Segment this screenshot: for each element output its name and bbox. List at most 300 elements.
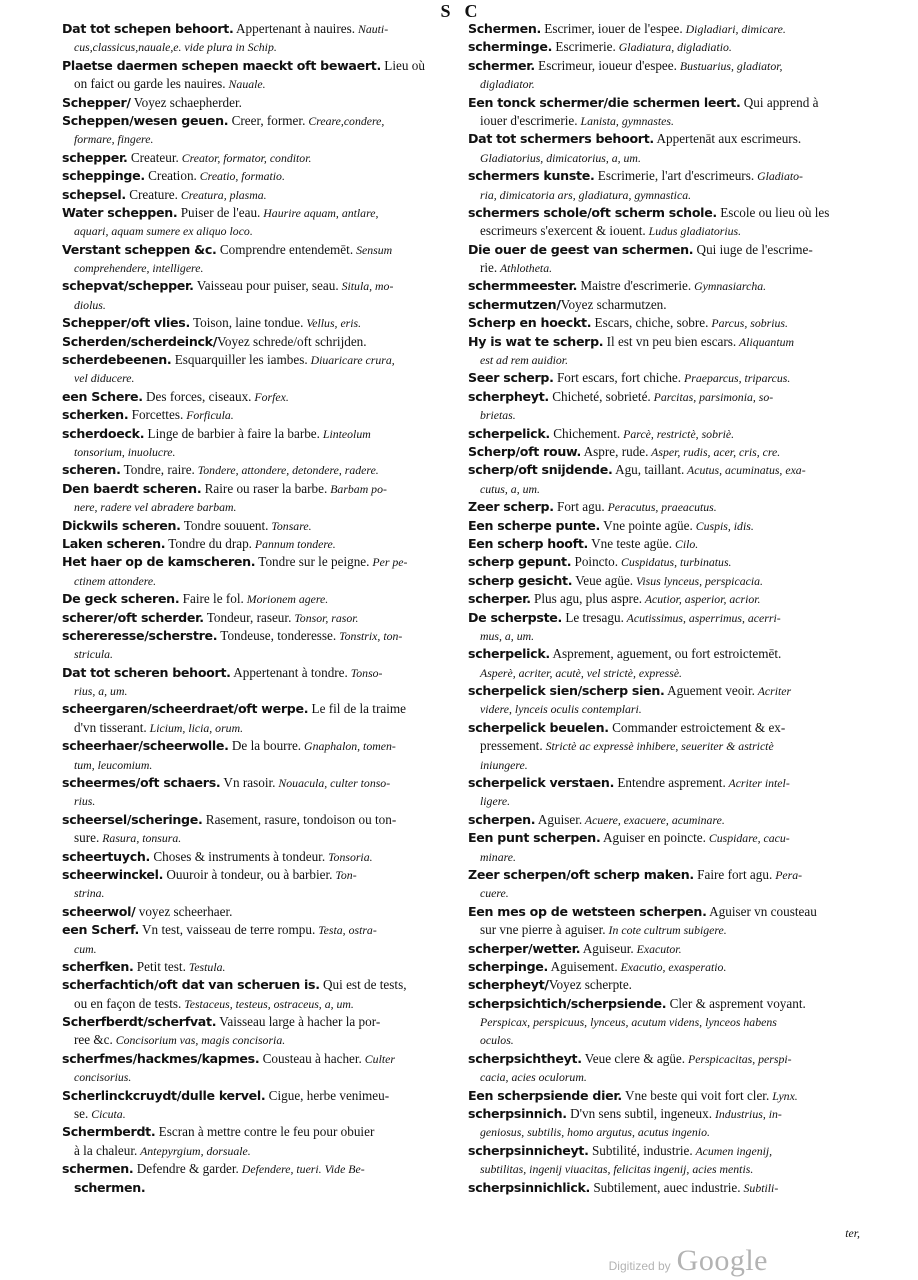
latin-gloss: Acumen ingenij, [692,1143,773,1158]
french-gloss: Ouuroir à tondeur, ou à barbier. [163,866,333,882]
latin-gloss: Praeparcus, triparcus. [681,371,791,386]
headword: scheergaren/scheerdraet/oft werpe. [62,701,309,717]
entry-line [468,1013,860,1031]
headword: schepper. [62,149,128,165]
french-gloss: Vne pointe agüe. [600,517,693,533]
entry-line [62,443,452,461]
entry-line [62,461,452,479]
french-gloss: Tondeuse, tonderesse. [217,627,337,643]
entry-line [468,38,860,56]
latin-gloss: Acriter [754,684,792,699]
entry-line [62,425,452,443]
entry-line [468,517,860,535]
headword: scherpsichtich/scherpsiende. [468,995,667,1011]
headword: Dat tot schermers behoort. [468,131,654,147]
entry-line [468,995,860,1013]
entry-line [468,130,860,148]
french-gloss: Rasement, rasure, tondoison ou ton- [202,811,397,827]
entry-line [468,1142,860,1160]
headword: schermmeester. [468,278,578,294]
french-gloss: Tondre, raire. [120,462,195,478]
french-gloss: D'vn sens subtil, ingeneux. [566,1106,713,1122]
headword: scherpen. [468,811,536,827]
entry-line [62,406,452,424]
entry-line [468,1050,860,1068]
french-gloss: Creation. [144,168,197,184]
french-gloss: Faire le fol. [179,591,244,607]
entry-line [468,535,860,553]
latin-gloss: Creatio, formatio. [196,169,285,184]
french-gloss: Forcettes. [128,407,184,423]
headword: Een scherpsiende dier. [468,1087,622,1103]
french-gloss: Petit test. [133,958,186,974]
headword: scherpelick verstaen. [468,775,615,791]
latin-gloss: Acutissimus, asperrimus, acerri- [623,610,781,625]
french-gloss: Plus agu, plus aspre. [530,591,643,607]
headword: schermers kunste. [468,168,595,184]
french-gloss: sure. [74,830,100,846]
headword: scherfken. [62,958,134,974]
latin-gloss: Creatura, plasma. [177,187,267,202]
entry-line [62,314,452,332]
entry-line [62,553,452,571]
entry-line [468,903,860,921]
latin-gloss: Gladiatorius, dimicatorius, a, um. [480,150,641,165]
entry-line [468,241,860,259]
latin-gloss: Athlotheta. [497,261,553,276]
entry-line [62,1123,452,1141]
latin-gloss: Rasura, tonsura. [99,831,182,846]
latin-gloss: Diuaricare crura, [307,353,395,368]
latin-gloss: Asper, rudis, acer, cris, cre. [648,444,781,459]
headword: De scherpste. [468,609,563,625]
entry-line [468,719,860,737]
headword: De geck scheren. [62,591,180,607]
headword: Schermberdt. [62,1124,156,1140]
french-gloss: se. [74,1106,89,1122]
entry-line [468,186,860,204]
headword: scherer/oft scherder. [62,609,204,625]
entry-line [62,75,452,93]
headword: scherpsinnich. [468,1106,567,1122]
french-gloss: Agu, taillant. [612,462,685,478]
headword: scheerwinckel. [62,866,164,882]
latin-gloss: Ton- [332,867,357,882]
entry-line [468,866,860,884]
french-gloss: Cigue, herbe venimeu- [265,1087,390,1103]
latin-gloss: Sensum [353,242,393,257]
entry-line [62,94,452,112]
headword: scheermes/oft schaers. [62,775,221,791]
entry-line [468,884,860,902]
french-gloss: Linge de barbier à faire la barbe. [144,425,320,441]
latin-gloss: concisorius. [74,1070,132,1085]
french-gloss: Le fil de la traime [308,701,406,717]
latin-gloss: Cilo. [672,536,699,551]
french-gloss: Aguiser vn cousteau [706,903,817,919]
entry-line [468,627,860,645]
entry-line [62,296,452,314]
entry-line [62,480,452,498]
french-gloss: Vn test, vaisseau de terre rompu. [138,922,316,938]
french-gloss: Tondre sur le peigne. [255,554,370,570]
latin-gloss: brietas. [480,408,516,423]
entry-line [468,1031,860,1049]
entry-line [62,1179,452,1197]
headword: scherp gepunt. [468,554,572,570]
latin-gloss: tum, leucomium. [74,757,153,772]
latin-gloss: Nauale. [225,77,266,92]
french-gloss: Vaisseau large à hacher la por- [216,1014,381,1030]
latin-gloss: Parcitas, parsimonia, so- [650,389,774,404]
latin-gloss: Pannum tondere. [251,536,336,551]
latin-gloss: ligere. [480,794,511,809]
headword: scherpelick sien/scherp sien. [468,683,665,699]
french-gloss: à la chaleur. [74,1142,138,1158]
french-gloss: Esquarquiller les iambes. [171,352,308,368]
french-gloss: Appertenant à tondre. [230,664,348,680]
latin-gloss: Exacutor. [633,941,682,956]
french-gloss: Voyez schaepherder. [130,94,242,110]
french-gloss: De la bourre. [228,738,302,754]
latin-gloss: est ad rem auidior. [480,353,569,368]
latin-gloss: Cuspidatus, turbinatus. [618,555,732,570]
french-gloss: on faict ou garde les nauires. [74,76,226,92]
entry-line [468,958,860,976]
french-gloss: Faire fort agu. [693,866,773,882]
entry-line [468,94,860,112]
french-gloss: Subtilité, industrie. [588,1142,693,1158]
entry-line [62,645,452,663]
latin-gloss: Cuspidare, cacu- [705,831,790,846]
headword: scheertuych. [62,848,151,864]
entry-line [62,112,452,130]
entry-line [62,572,452,590]
latin-gloss: Parcè, restrictè, sobriè. [620,426,735,441]
headword: scherken. [62,407,129,423]
latin-gloss: cutus, a, um. [480,481,540,496]
entry-line [468,57,860,75]
entry-line [468,167,860,185]
entry-line [468,572,860,590]
latin-gloss: Parcus, sobrius. [708,316,788,331]
entry-line [62,756,452,774]
entry-line [62,921,452,939]
french-gloss: Aspre, rude. [581,443,649,459]
latin-gloss: Tondere, attondere, detondere, radere. [194,463,379,478]
entry-line [62,884,452,902]
headword: scheerhaer/scheerwolle. [62,738,229,754]
entry-line [62,719,452,737]
entry-line [468,811,860,829]
french-gloss: Fort agu. [553,499,605,515]
headword: scheppinge. [62,168,145,184]
latin-gloss: Exacutio, exasperatio. [617,959,727,974]
headword: Het haer op de kamscheren. [62,554,256,570]
latin-gloss: Creator, formator, conditor. [178,150,312,165]
headword: Scherp/oft rouw. [468,443,582,459]
latin-gloss: Tonstrix, ton- [336,628,403,643]
french-gloss: Choses & instruments à tondeur. [150,848,326,864]
french-gloss: Poincto. [571,554,619,570]
entry-line [62,277,452,295]
entry-line [468,976,860,994]
french-gloss: Commander estroictement & ex- [608,719,786,735]
headword: Plaetse daermen schepen maeckt oft bewaert. [62,57,381,73]
entry-line [62,57,452,75]
latin-gloss: Gladiatura, digladiatio. [615,40,732,55]
entry-line [468,222,860,240]
headword: schermen. [62,1161,134,1177]
latin-gloss: Perspicacitas, perspi- [685,1051,792,1066]
entry-line [468,940,860,958]
entry-line [62,1031,452,1049]
french-gloss: Voyez scharmutzen. [560,296,667,312]
entry-line [468,1068,860,1086]
entry-line [468,351,860,369]
entry-line [468,296,860,314]
entry-line [62,259,452,277]
headword: een Scherf. [62,922,139,938]
entry-line [62,369,452,387]
entry-line [62,204,452,222]
headword: Scherlinckcruydt/dulle kervel. [62,1087,266,1103]
french-gloss: Voyez scherpte. [548,977,632,993]
headword: Water scheppen. [62,204,178,220]
digitized-watermark [609,1244,768,1278]
entry-line [62,1013,452,1031]
latin-gloss: Aliquantum [736,334,795,349]
headword: schermers schole/oft scherm schole. [468,204,717,220]
entry-line [62,20,452,38]
latin-gloss: Acuere, exacuere, acuminare. [582,812,725,827]
entry-line [62,222,452,240]
running-head [0,2,918,20]
entry-line [468,609,860,627]
french-gloss: Aguiser en poincte. [600,830,706,846]
entry-line [62,1068,452,1086]
latin-gloss: Visus lynceus, perspicacia. [633,573,763,588]
french-gloss: Tondre du drap. [165,535,252,551]
french-gloss: Creer, former. [228,112,306,128]
latin-gloss: Defendere, tueri. Vide Be- [238,1162,365,1177]
entry-line [468,443,860,461]
entry-line [62,1105,452,1123]
entry-line [62,38,452,56]
latin-gloss: vel diducere. [74,371,135,386]
french-gloss: Fort escars, fort chiche. [553,370,682,386]
latin-gloss: Nauti- [355,22,389,36]
latin-gloss: Morionem agere. [243,592,329,607]
french-gloss: Chicheté, sobrieté. [548,388,651,404]
french-gloss: Vne beste qui voit fort cler. [621,1087,770,1103]
french-gloss: Veue clere & agüe. [581,1050,686,1066]
right-column [468,20,860,1197]
latin-gloss: ctinem attondere. [74,573,157,588]
french-gloss: Escran à mettre contre le feu pour obuier [155,1124,375,1140]
latin-gloss: mus, a, um. [480,628,535,643]
latin-gloss: ria, dimicatoria ars, gladiatura, gymnastica. [480,187,692,202]
entry-line [62,866,452,884]
entry-line [62,848,452,866]
entry-line [468,737,860,755]
latin-gloss: aquari, aquam sumere ex aliquo loco. [74,224,253,239]
entry-line [62,498,452,516]
french-gloss: Qui iuge de l'escrime- [693,241,813,257]
entry-line [468,792,860,810]
french-gloss: Cousteau à hacher. [259,1050,362,1066]
latin-gloss: cus,classicus,nauale,e. vide plura in Schip. [74,40,277,55]
headword: Een scherpe punte. [468,517,601,533]
latin-gloss: rius. [74,794,96,809]
headword: scheren. [62,462,121,478]
french-gloss: Defendre & garder. [133,1161,239,1177]
french-gloss: Des forces, ciseaux. [142,388,252,404]
headword: schepsel. [62,186,126,202]
headword: scherpinge. [468,958,549,974]
french-gloss: Escrimeur, ioueur d'espee. [534,57,677,73]
headword: scherpsichtheyt. [468,1050,582,1066]
headword: scherp/oft snijdende. [468,462,613,478]
latin-gloss: Testula. [185,959,226,974]
french-gloss: Chichement. [549,425,621,441]
french-gloss: ree &c. [74,1032,113,1048]
latin-gloss: Gladiato- [754,169,803,184]
headword: Zeer scherp. [468,499,554,515]
french-gloss: Aguisement. [548,958,618,974]
latin-gloss: Testa, ostra- [315,923,377,938]
latin-gloss: comprehendere, intelligere. [74,261,204,276]
entry-line [62,700,452,718]
entry-line [468,461,860,479]
headword: scheersel/scheringe. [62,811,203,827]
french-gloss: Appertenāt aux escrimeurs. [653,131,802,147]
entry-line [468,664,860,682]
entry-line [468,498,860,516]
latin-gloss: Forfex. [251,389,289,404]
latin-gloss: Lynx. [769,1088,798,1103]
headword: Een mes op de wetsteen scherpen. [468,903,707,919]
french-gloss: Vne teste agüe. [588,535,673,551]
headword: Een scherp hooft. [468,535,589,551]
latin-gloss: diolus. [74,297,106,312]
headword: Den baerdt scheren. [62,480,202,496]
running-head-right-letter: C [464,1,478,21]
entry-line [468,75,860,93]
entry-line [468,369,860,387]
latin-gloss: rius, a, um. [74,684,128,699]
entry-line [62,792,452,810]
headword: Schermen. [468,21,541,36]
latin-gloss: Tonsoria. [325,849,373,864]
french-gloss: Asprement, aguement, ou fort estroictemēt. [549,646,782,662]
latin-gloss: Lanista, gymnastes. [577,113,674,128]
headword: Zeer scherpen/oft scherp maken. [468,866,694,882]
latin-gloss: Culter [361,1051,395,1066]
latin-gloss: Linteolum [319,426,371,441]
latin-gloss: Pera- [772,867,803,882]
entry-line [62,995,452,1013]
french-gloss: sur vne pierre à aguiser. [480,922,606,938]
entry-line [468,682,860,700]
entry-line [62,774,452,792]
latin-gloss: subtilitas, ingenij viuacitas, felicitas ingenij, acies mentis. [480,1162,754,1177]
french-gloss: Veue agüe. [572,572,634,588]
headword: Laken scheren. [62,535,166,551]
latin-gloss: Cuspis, idis. [692,518,754,533]
entry-line [62,976,452,994]
entry-line [62,186,452,204]
latin-gloss: Forficula. [183,408,234,423]
latin-gloss: Strictè ac expressè inhibere, seueriter & astrictè [542,739,774,754]
latin-gloss: videre, lynceis oculis contemplari. [480,702,642,717]
french-gloss: Aguement veoir. [664,683,755,699]
headword: schepvat/schepper. [62,278,194,294]
entry-line [468,277,860,295]
headword: Schepper/ [62,94,131,110]
latin-gloss: Vellus, eris. [303,316,362,331]
headword: Scherp en hoeckt. [468,315,592,331]
french-gloss: Puiser de l'eau. [177,204,261,220]
latin-gloss: Acutior, asperior, acrior. [642,592,761,607]
headword: Verstant scheppen &c. [62,241,217,257]
headword: scherpheyt. [468,388,549,404]
french-gloss: Qui est de tests, [319,977,407,993]
entry-line [468,1160,860,1178]
french-gloss: Escole ou lieu où les [716,204,830,220]
latin-gloss: Tonso- [347,665,383,680]
entry-line [62,1050,452,1068]
french-gloss: Toison, laine tondue. [189,315,304,331]
entry-line [62,590,452,608]
headword: scherpelick. [468,646,550,662]
latin-gloss: minare. [480,849,516,864]
entry-line [62,829,452,847]
watermark-by-text: Digitized by [608,1259,671,1273]
latin-gloss: Subtili- [740,1180,779,1195]
entry-line [468,333,860,351]
headword: scherpelick beuelen. [468,719,609,735]
latin-gloss: tonsorium, inuolucre. [74,444,176,459]
headword: scherpsinnicheyt. [468,1142,589,1158]
french-gloss: Cler & asprement voyant. [666,995,806,1011]
entry-line [62,351,452,369]
headword: Scherfberdt/scherfvat. [62,1014,217,1030]
headword: scherdebeenen. [62,352,172,368]
latin-gloss: Ludus gladiatorius. [645,224,742,239]
latin-gloss: Haurire aquam, antlare, [260,205,379,220]
latin-gloss: Antepyrgium, dorsuale. [137,1143,251,1158]
french-gloss: Vn rasoir. [220,775,276,791]
latin-gloss: Acutus, acuminatus, exa- [684,463,806,478]
french-gloss: Createur. [127,149,179,165]
latin-gloss: Asperè, acriter, acutè, vel strictè, expressè. [480,665,683,680]
entry-line [468,480,860,498]
headword: Een punt scherpen. [468,830,601,846]
entry-line [62,535,452,553]
google-logo: Google [676,1244,768,1277]
headword: Dat tot schepen behoort. [62,21,234,36]
latin-gloss: Tonsare. [268,518,312,533]
french-gloss: Creature. [125,186,178,202]
entry-line [62,664,452,682]
headword: schermutzen/ [468,296,561,312]
entry-line [62,958,452,976]
entry-line [62,737,452,755]
latin-gloss: Tonsor, rasor. [291,610,359,625]
latin-gloss: Cicuta. [88,1107,126,1122]
french-gloss: Vaisseau pour puiser, seau. [193,278,339,294]
